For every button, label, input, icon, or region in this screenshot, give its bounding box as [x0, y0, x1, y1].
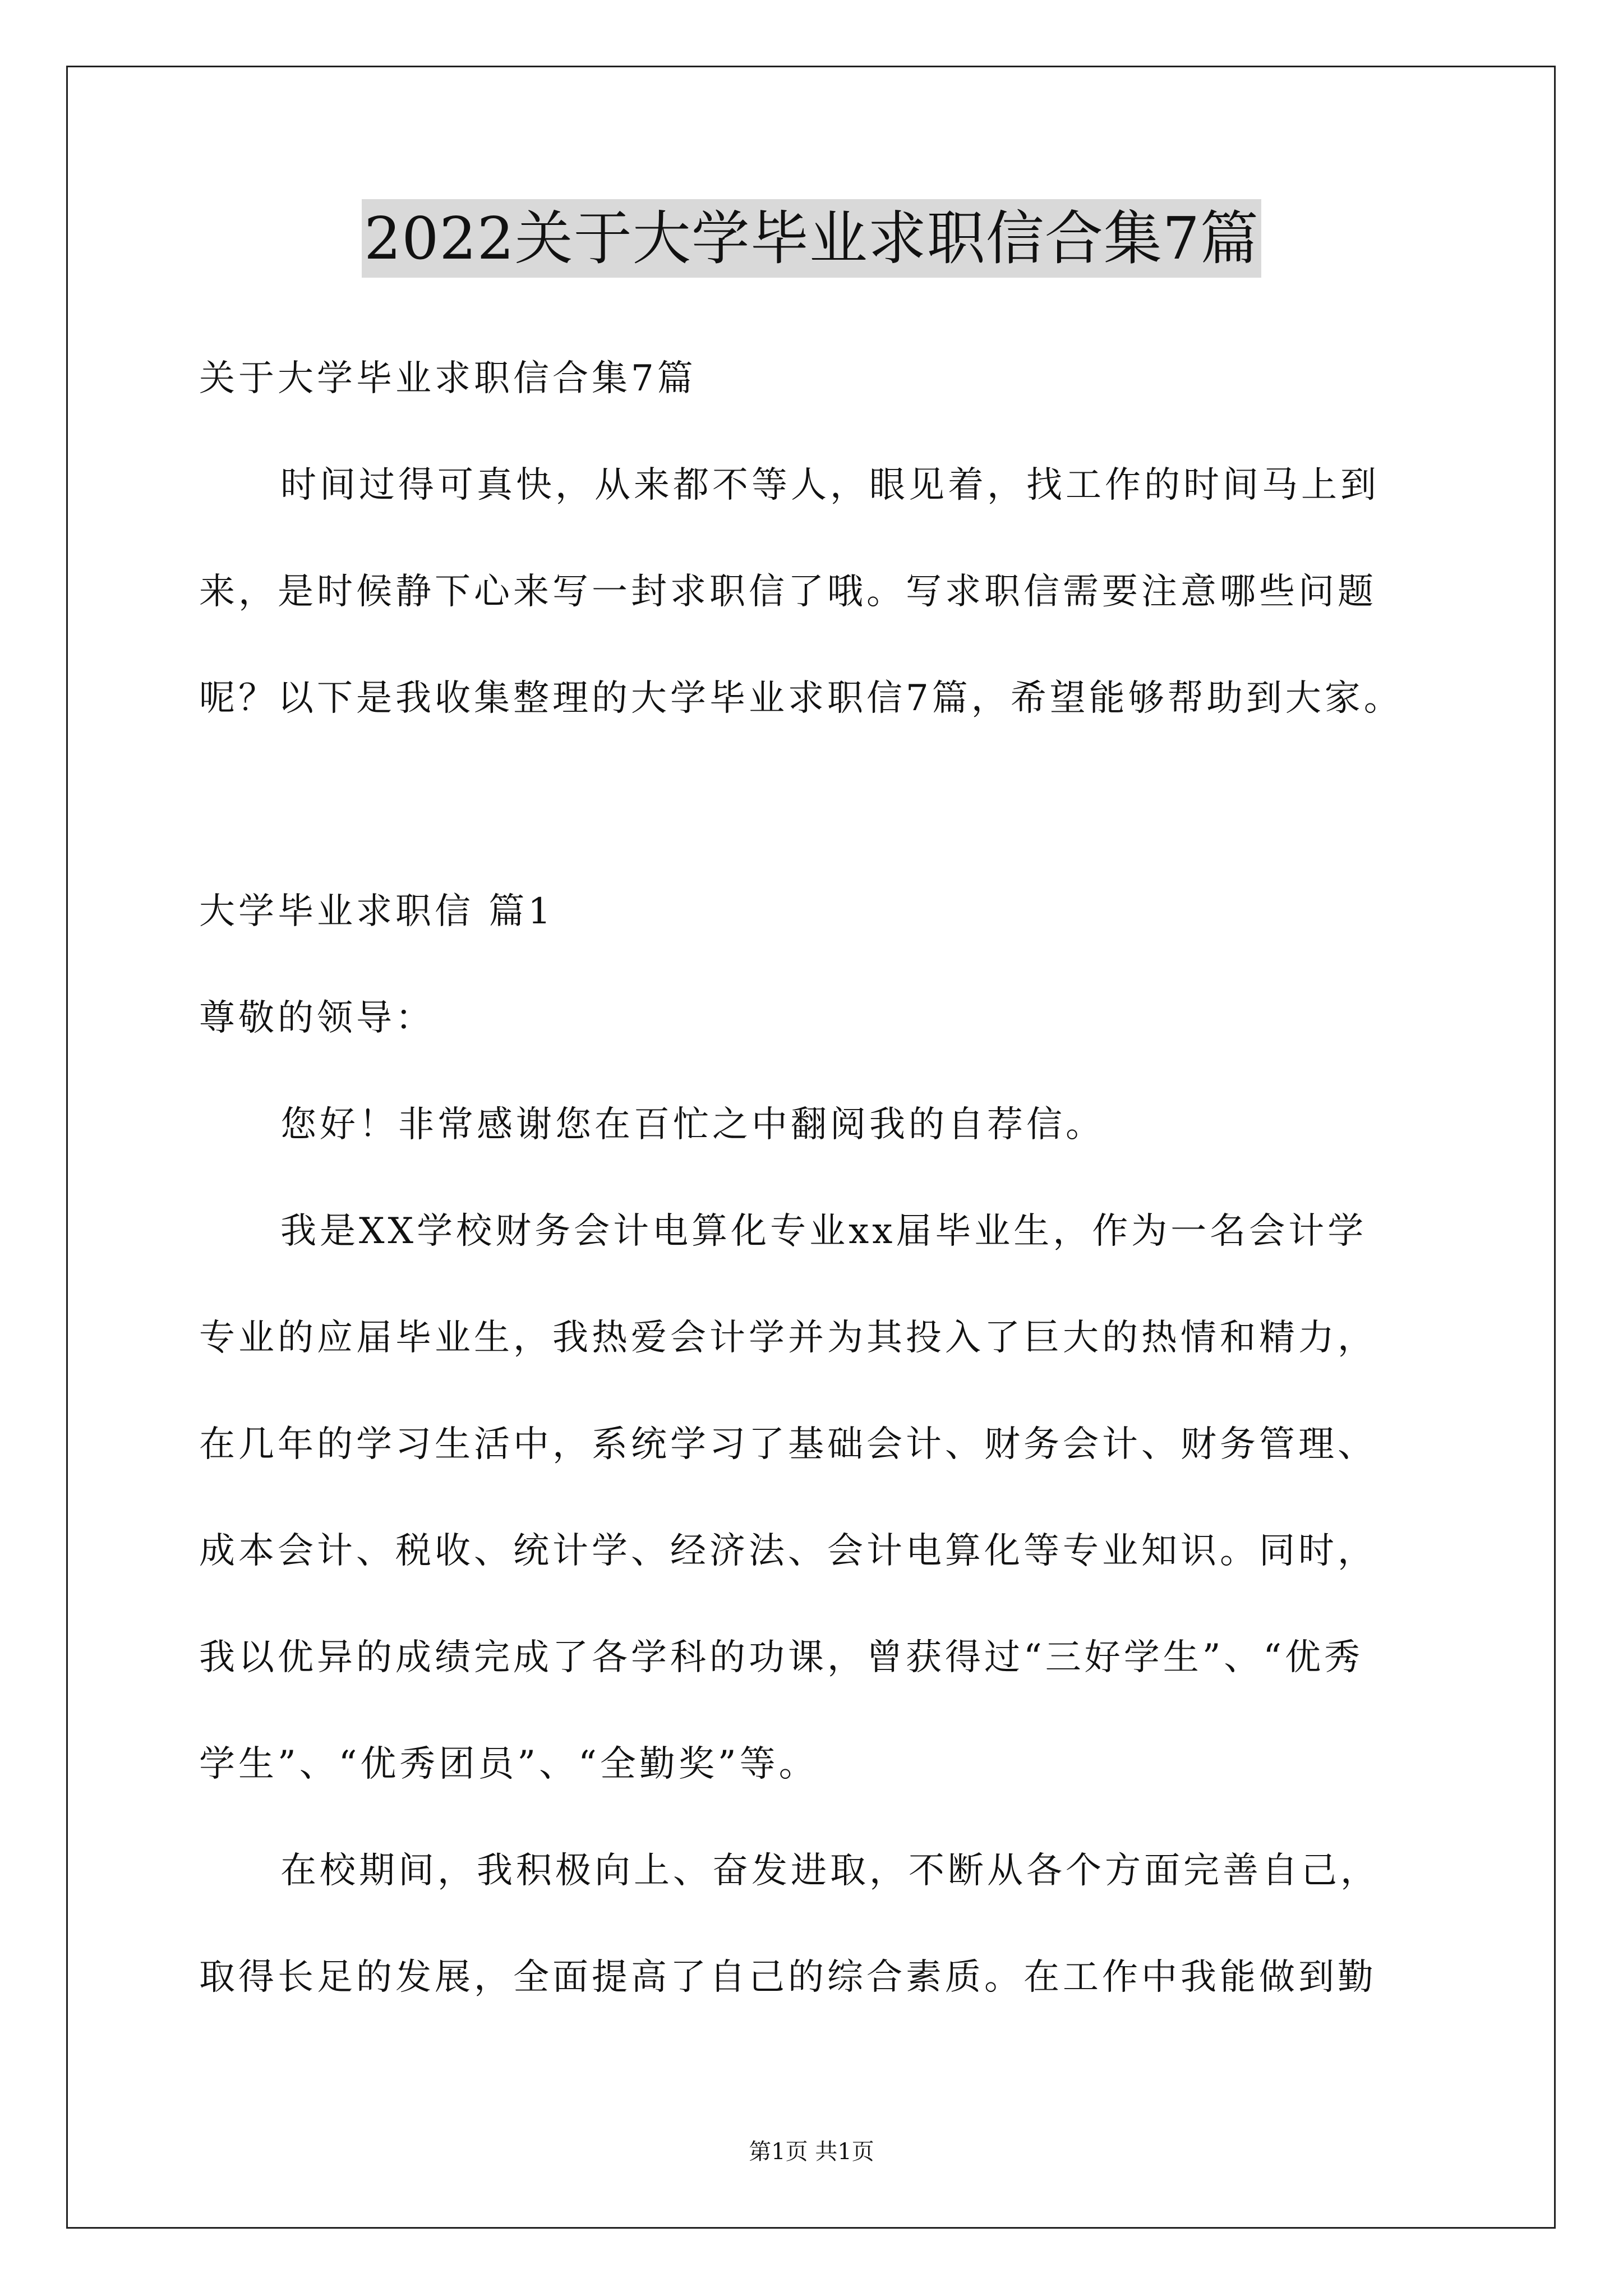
intro-line: 来，是时候静下心来写一封求职信了哦。写求职信需要注意哪些问题 — [199, 571, 1377, 613]
intro-line: 呢？以下是我收集整理的大学毕业求职信7篇，希望能够帮助到大家。 — [199, 678, 1403, 719]
paragraph2-line: 在校期间，我积极向上、奋发进取，不断从各个方面完善自己， — [280, 1850, 1380, 1892]
paragraph1-line: 学生”、“优秀团员”、“全勤奖”等。 — [199, 1743, 818, 1785]
paragraph1-line: 在几年的学习生活中，系统学习了基础会计、财务会计、财务管理、 — [199, 1424, 1377, 1465]
intro-line: 时间过得可真快，从来都不等人，眼见着，找工作的时间马上到 — [280, 464, 1380, 506]
section-heading: 大学毕业求职信 篇1 — [199, 891, 555, 932]
salutation: 尊敬的领导： — [199, 997, 435, 1039]
paragraph1-line: 我是XX学校财务会计电算化专业xx届毕业生，作为一名会计学 — [280, 1211, 1367, 1252]
document-subtitle: 关于大学毕业求职信合集7篇 — [199, 358, 697, 399]
greeting-line: 您好！非常感谢您在百忙之中翻阅我的自荐信。 — [280, 1104, 1105, 1145]
paragraph1-line: 成本会计、税收、统计学、经济法、会计电算化等专业知识。同时， — [199, 1530, 1377, 1572]
paragraph1-line: 我以优异的成绩完成了各学科的功课，曾获得过“三好学生”、“优秀 — [199, 1637, 1364, 1678]
page-footer: 第1页 共1页 — [749, 2139, 874, 2165]
paragraph1-line: 专业的应届毕业生，我热爱会计学并为其投入了巨大的热情和精力， — [199, 1317, 1377, 1359]
paragraph2-line: 取得长足的发展，全面提高了自己的综合素质。在工作中我能做到勤 — [199, 1957, 1377, 1998]
document-title: 2022关于大学毕业求职信合集7篇 — [362, 199, 1261, 278]
title-container — [0, 199, 1623, 278]
